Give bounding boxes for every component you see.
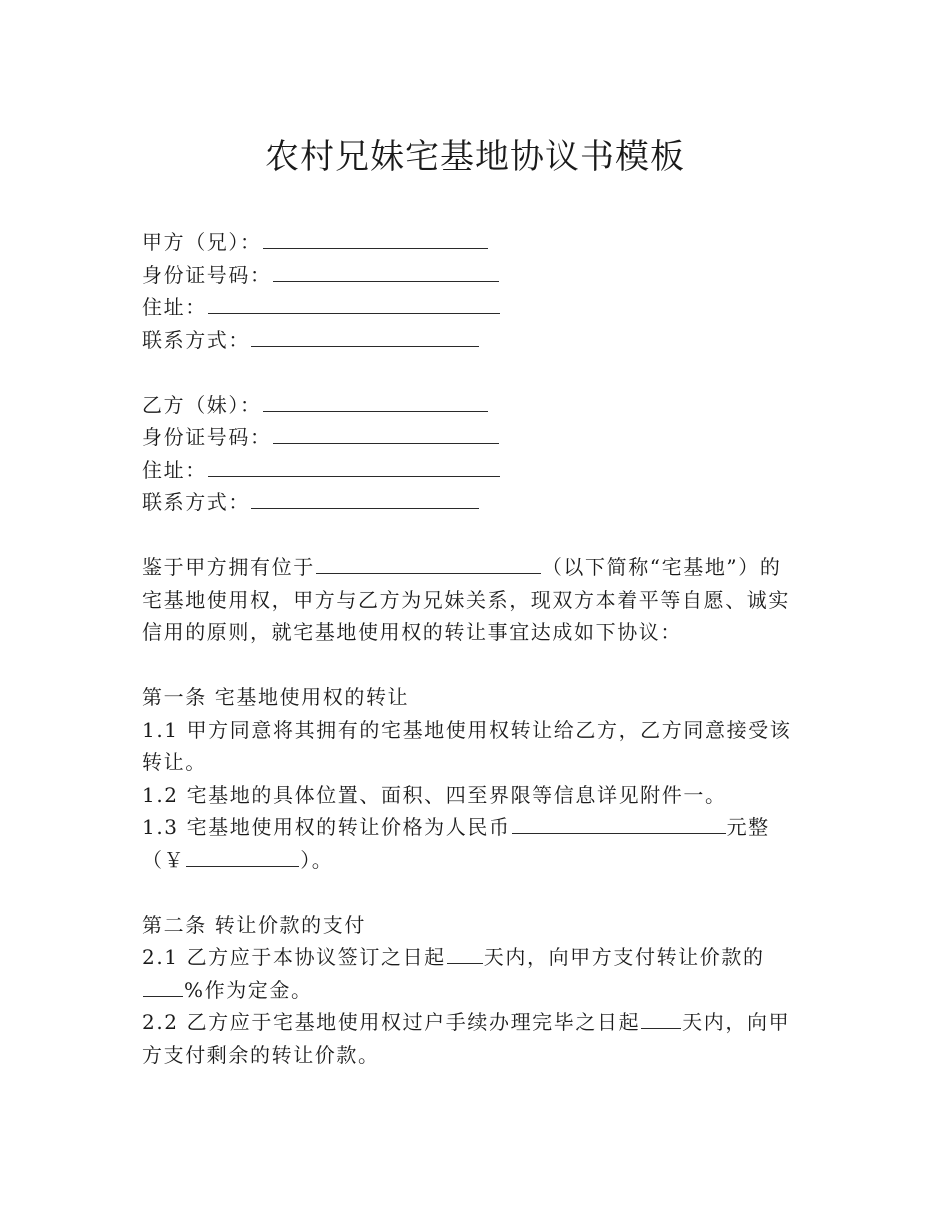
party-b-address-label: 住址： [142, 457, 207, 482]
party-a-id-line [142, 259, 810, 292]
land-location-blank[interactable] [316, 555, 541, 574]
article-1-heading: 第一条 宅基地使用权的转让 [142, 685, 410, 709]
party-b-contact-line [142, 486, 810, 519]
clause-2-1-line-1 [142, 941, 810, 974]
clause-1-2: 1.2 宅基地的具体位置、面积、四至界限等信息详见附件一。 [142, 782, 727, 807]
clause-2-2-line-2: 方支付剩余的转让价款。 [142, 1042, 380, 1067]
party-b-id-blank[interactable] [273, 425, 499, 444]
clause-2-1-text-3: %作为定金。 [184, 977, 313, 1002]
preamble-line-3: 信用的原则，就宅基地使用权的转让事宜达成如下协议： [142, 620, 682, 644]
spacer [142, 649, 810, 682]
clause-2-1-line-2 [142, 974, 810, 1007]
clause-2-1-text-1: 2.1 乙方应于本协议签订之日起 [142, 945, 446, 969]
clause-2-1-text-2: 天内，向甲方支付转让价款的 [483, 945, 765, 969]
article-2-heading: 第二条 转让价款的支付 [142, 912, 366, 937]
party-a-section [142, 226, 810, 356]
party-a-id-label: 身份证号码： [142, 262, 272, 287]
clause-1-1-line-1: 1.1 甲方同意将其拥有的宅基地使用权转让给乙方，乙方同意接受该 [142, 717, 792, 742]
party-b-address-line [142, 454, 810, 487]
deposit-days-blank[interactable] [447, 945, 483, 964]
clause-1-3-text-1: 1.3 宅基地使用权的转让价格为人民币 [142, 815, 511, 839]
party-b-section [142, 389, 810, 519]
clause-1-3-line-2 [142, 844, 810, 877]
party-a-contact-blank[interactable] [251, 328, 479, 347]
party-b-id-label: 身份证号码： [142, 425, 272, 449]
article-2 [142, 909, 810, 1072]
party-b-name-blank[interactable] [263, 393, 488, 412]
party-a-address-label: 住址： [142, 295, 207, 319]
party-b-id-line [142, 421, 810, 454]
party-b-contact-blank[interactable] [251, 490, 479, 509]
deposit-percent-blank[interactable] [143, 978, 183, 997]
party-a-contact-label: 联系方式： [142, 327, 250, 352]
preamble [142, 551, 810, 649]
balance-days-blank[interactable] [641, 1010, 681, 1029]
price-words-blank[interactable] [512, 815, 726, 834]
party-b-name-line [142, 389, 810, 422]
clause-1-3-line-1 [142, 811, 810, 844]
spacer [142, 356, 810, 389]
party-b-address-blank[interactable] [208, 458, 500, 477]
party-a-name-blank[interactable] [263, 230, 488, 249]
party-b-contact-label: 联系方式： [142, 490, 250, 514]
spacer [142, 519, 810, 552]
party-a-address-line [142, 291, 810, 324]
party-b-name-label: 乙方（妹）： [142, 392, 262, 417]
clause-1-3-text-2: 元整 [726, 815, 770, 839]
preamble-text-2: （以下简称“宅基地”）的 [541, 555, 782, 579]
spacer [142, 876, 810, 909]
clause-1-1-line-2: 转让。 [142, 750, 207, 774]
clause-1-3-text-4: ）。 [300, 847, 334, 872]
preamble-text-1: 鉴于甲方拥有位于 [142, 555, 315, 579]
party-a-id-blank[interactable] [273, 263, 499, 282]
document-title: 农村兄妹宅基地协议书模板 [265, 137, 685, 177]
party-a-name-label: 甲方（兄）： [142, 230, 262, 254]
clause-2-2-line-1 [142, 1006, 810, 1039]
price-figure-blank[interactable] [186, 848, 299, 867]
preamble-line-2: 宅基地使用权，甲方与乙方为兄妹关系，现双方本着平等自愿、诚实 [142, 587, 790, 612]
party-a-name-line [142, 226, 810, 259]
document-body [142, 226, 810, 1071]
preamble-line-1 [142, 551, 810, 584]
clause-2-2-text-1: 2.2 乙方应于宅基地使用权过户手续办理完毕之日起 [142, 1010, 641, 1034]
article-1 [142, 681, 810, 876]
clause-1-3-text-3: （￥ [142, 847, 186, 872]
party-a-contact-line [142, 324, 810, 357]
clause-2-2-text-2: 天内，向甲 [682, 1010, 791, 1034]
party-a-address-blank[interactable] [208, 295, 500, 314]
